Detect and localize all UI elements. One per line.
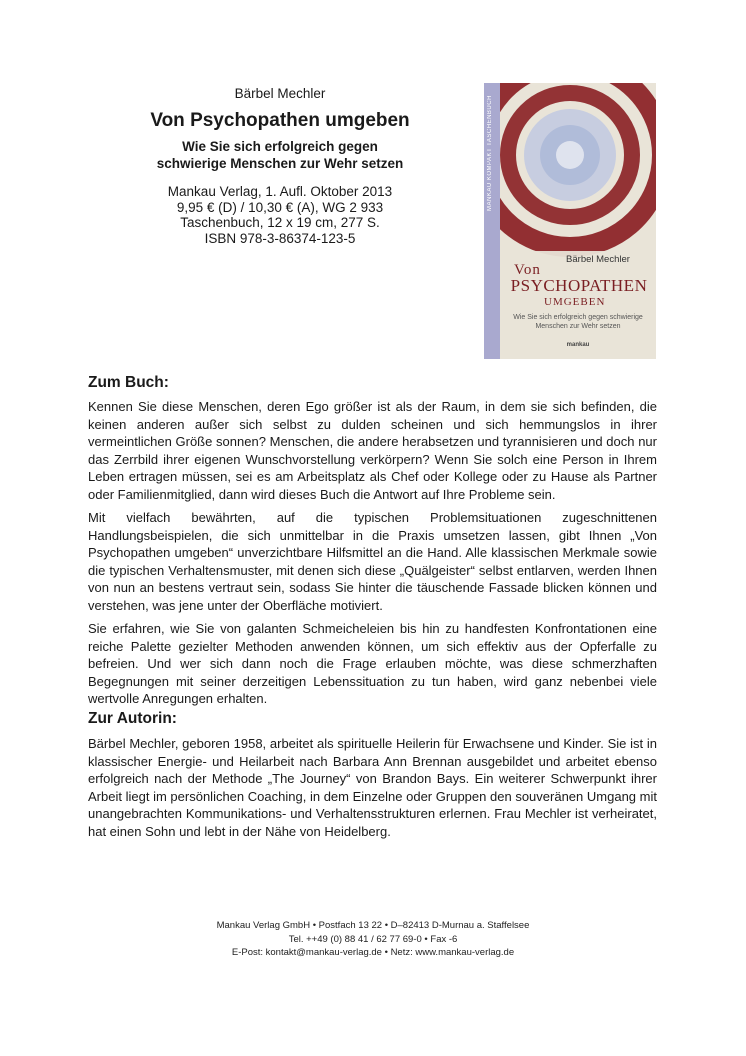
book-section-heading: Zum Buch: [88, 374, 169, 391]
cover-publisher-logo: mankau [566, 342, 590, 348]
format-info: Taschenbuch, 12 x 19 cm, 277 S. [180, 215, 380, 230]
author-bio [88, 735, 657, 846]
book-cover-image [484, 83, 656, 359]
subtitle-line: schwierige Menschen zur Wehr setzen [156, 156, 404, 171]
book-title: Von Psychopathen umgeben [150, 110, 410, 131]
bio-paragraph: Bärbel Mechler, geboren 1958, arbeitet als spirituelle Heilerin für Erwachsene und Kinder. Sie ist in klassischer Energie- und Heilarbeit nach Barbara Ann Brennan ausgebildet und arbeitet ebenso erfolgreich nach der Methode „The Journey“ von Brandon Bays. Ein weiterer Schwerpunkt ihrer Arbeit liegt im persönlichen Coaching, in dem Einzelne oder Gruppen den souveränen Umgang mit unangebrachten Kommunikations- und Verhaltensstrukturen erlernen. Frau Mechler ist verheiratet, hat einen Sohn und lebt in der Nähe von Heidelberg. [88, 736, 657, 839]
author-section-heading: Zur Autorin: [88, 710, 177, 727]
cover-subtitle-line: Wie Sie sich erfolgreich gegen schwierige [513, 314, 643, 321]
book-subtitle [100, 138, 460, 172]
cover-author: Bärbel Mechler [566, 254, 630, 265]
subtitle-line: Wie Sie sich erfolgreich gegen [182, 139, 378, 154]
cover-spine [484, 83, 500, 359]
description-paragraph: Kennen Sie diese Menschen, deren Ego größer ist als der Raum, in dem sie sich befinden, die keinen anderen außer sich selbst zu dulden scheinen und sich hemmungslos in ihrer vermeintlichen Größe sonnen? Menschen, die andere herabsetzen und tyrannisieren und doch nur das Zerrbild ihrer eigenen Wunschvorstellung verkörpern? Wenn Sie solch eine Person in Ihrem Leben ertragen müssen, sei es am Arbeitsplatz als Chef oder Kollege oder zu Hause als Partner oder Familienmitglied, dann wird dieses Buch die Antwort auf Ihre Probleme sein. [88, 399, 657, 502]
isbn: ISBN 978-3-86374-123-5 [204, 230, 356, 246]
cover-subtitle-line: Menschen zur Wehr setzen [535, 323, 621, 330]
publisher-footer [0, 919, 746, 960]
cover-subtitle [506, 313, 650, 331]
author-name: Bärbel Mechler [234, 86, 326, 101]
cover-title-top: Von [514, 262, 541, 278]
cover-title-bottom: UMGEBEN [544, 296, 606, 308]
book-header [100, 86, 460, 246]
publisher-edition: Mankau Verlag, 1. Aufl. Oktober 2013 [167, 184, 393, 199]
footer-phone: Tel. ++49 (0) 88 41 / 62 77 69-0 • Fax -6 [288, 933, 458, 945]
cover-title-main: PSYCHOPATHEN [510, 276, 648, 295]
footer-contact: E-Post: kontakt@mankau-verlag.de • Netz: www.mankau-verlag.de [231, 947, 515, 958]
footer-address: Mankau Verlag GmbH • Postfach 13 22 • D–82413 D-Murnau a. Staffelsee [216, 920, 530, 931]
price-info: 9,95 € (D) / 10,30 € (A), WG 2 933 [176, 199, 384, 215]
book-description [88, 398, 657, 714]
book-metadata [100, 184, 460, 246]
description-paragraph: Sie erfahren, wie Sie von galanten Schmeicheleien bis hin zu handfesten Konfrontationen eine reiche Palette gezielter Methoden anwenden können, um sich effektiv aus der Opferfalle zu befreien. Und wer sich dann noch die Frage erlauben möchte, was diese schmerzhaften Begegnungen mit seiner derzeitigen Lebenssituation zu tun haben, wird ganz nebenbei viele wertvolle Anregungen erhalten. [88, 621, 657, 706]
description-paragraph: Mit vielfach bewährten, auf die typischen Problemsituationen zugeschnittenen Handlungsbeispielen, die sich unmittelbar in die Praxis umsetzen lassen, gibt Ihnen „Von Psychopathen umgeben“ unverzichtbare Hilfsmittel an die Hand. Alle klassischen Merkmale sowie die typischen Verhaltensmuster, mit denen sich diese „Quälgeister“ selbst entlarven, werden Ihnen von nun an bestens vertraut sein, sodass Sie hinter die täuschende Fassade blicken können und verstehen, was jene unter der Oberfläche motiviert. [88, 510, 657, 613]
cover-spine-text: MANKAU KOMPAKT TASCHENBUCH [487, 95, 493, 211]
